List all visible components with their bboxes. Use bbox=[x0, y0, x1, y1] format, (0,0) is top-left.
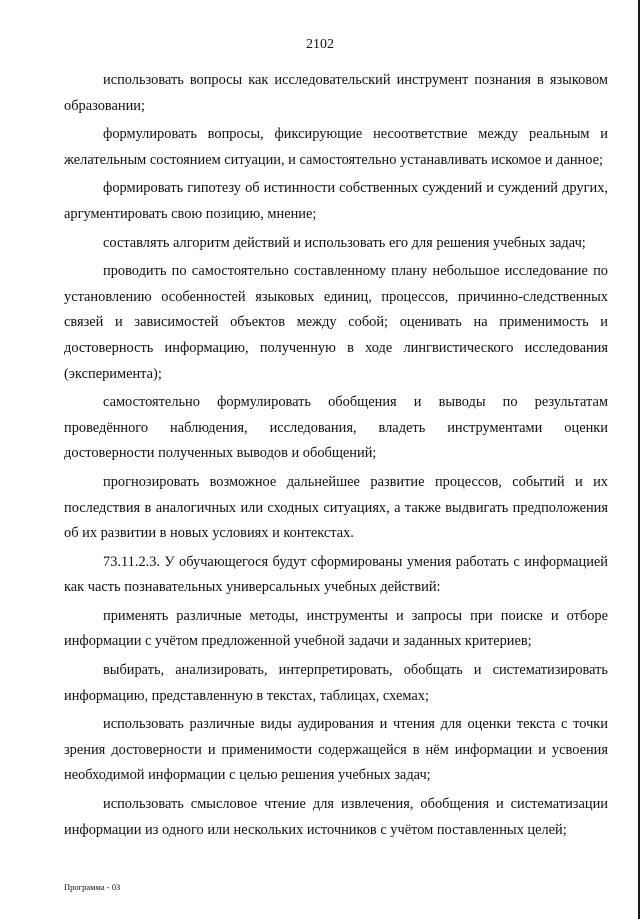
paragraph: формировать гипотезу об истинности собственных суждений и суждений других, аргументировать свою позицию, мнение; bbox=[64, 180, 608, 222]
paragraph: составлять алгоритм действий и использовать его для решения учебных задач; bbox=[103, 234, 586, 251]
paragraph: выбирать, анализировать, интерпретировать, обобщать и систематизировать информацию, представленную в текстах, таблицах, схемах; bbox=[64, 662, 608, 704]
paragraph: самостоятельно формулировать обобщения и выводы по результатам проведённого наблюдения, исследования, владеть инструментами оценки достоверности полученных выводов и обобщений; bbox=[64, 394, 608, 462]
paragraph: прогнозировать возможное дальнейшее развитие процессов, событий и их последствия в аналогичных или сходных ситуациях, а также выдвигать предположения об их развитии в новых условиях и контекстах. bbox=[64, 473, 608, 542]
paragraph: использовать вопросы как исследовательский инструмент познания в языковом образовании; bbox=[64, 72, 608, 114]
page-footer: Программа - 03 bbox=[64, 882, 121, 892]
paragraph: проводить по самостоятельно составленному плану небольшое исследование по установлению особенностей языковых единиц, процессов, причинно-следственных связей и зависимостей объектов между собой; оценивать на применимость и достоверность информацию, полученную в ходе лингвистического исследования (эксперимента); bbox=[64, 263, 608, 382]
paragraph: использовать различные виды аудирования и чтения для оценки текста с точки зрения достоверности и применимости содержащейся в нём информации и усвоения необходимой информации с целью решения учебных задач; bbox=[64, 716, 608, 784]
paragraph: формулировать вопросы, фиксирующие несоответствие между реальным и желательным состоянием ситуации, и самостоятельно устанавливать искомое и данное; bbox=[64, 126, 608, 168]
body-text bbox=[64, 68, 608, 846]
section-heading-paragraph: 73.11.2.3. У обучающегося будут сформированы умения работать с информацией как часть познавательных универсальных учебных действий: bbox=[64, 553, 608, 596]
page-number: 2102 bbox=[306, 37, 334, 52]
paragraph: применять различные методы, инструменты и запросы при поиске и отборе информации с учётом предложенной учебной задачи и заданных критериев; bbox=[64, 607, 608, 650]
paragraph: использовать смысловое чтение для извлечения, обобщения и систематизации информации из одного или нескольких источников с учётом поставленных целей; bbox=[64, 796, 608, 838]
